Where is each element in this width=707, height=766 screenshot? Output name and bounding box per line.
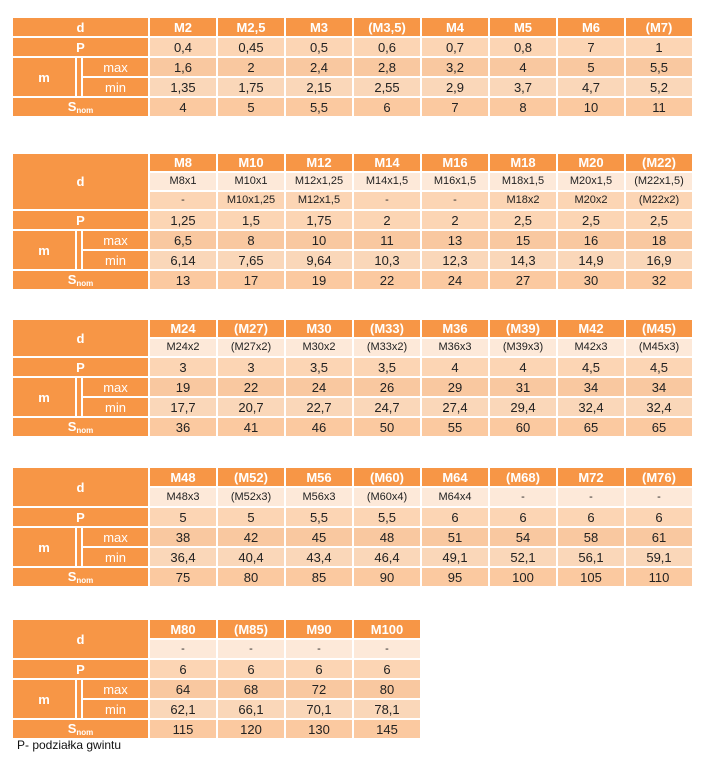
fine-thread-cell: -: [354, 192, 420, 209]
pitch-cell: 2: [422, 211, 488, 229]
s-nom-cell: 24: [422, 271, 488, 289]
s-nom-cell: 4: [150, 98, 216, 116]
s-nom-cell: 46: [286, 418, 352, 436]
thread-size-header: M72: [558, 468, 624, 486]
label-m: m: [13, 378, 75, 416]
pitch-cell: 4,5: [558, 358, 624, 376]
thread-size-header: M64: [422, 468, 488, 486]
pitch-cell: 2,5: [490, 211, 556, 229]
s-nom-cell: 22: [354, 271, 420, 289]
fine-thread-cell: M16x1,5: [422, 173, 488, 190]
m-min-cell: 29,4: [490, 398, 556, 416]
s-nom-cell: 13: [150, 271, 216, 289]
pitch-cell: 3,5: [354, 358, 420, 376]
thread-size-header: M4: [422, 18, 488, 36]
m-max-row: [13, 231, 692, 249]
label-d: d: [13, 468, 148, 506]
thread-table-3: [11, 318, 694, 438]
m-min-cell: 24,7: [354, 398, 420, 416]
m-min-cell: 40,4: [218, 548, 284, 566]
m-min-cell: 6,14: [150, 251, 216, 269]
m-min-cell: 43,4: [286, 548, 352, 566]
fine-thread-cell: -: [626, 488, 692, 506]
m-min-cell: 46,4: [354, 548, 420, 566]
pitch-cell: 6: [150, 660, 216, 678]
s-nom-cell: 75: [150, 568, 216, 586]
m-min-cell: 14,3: [490, 251, 556, 269]
m-min-cell: 20,7: [218, 398, 284, 416]
m-max-cell: 2: [218, 58, 284, 76]
thread-size-header: M10: [218, 154, 284, 171]
thread-size-header: M2: [150, 18, 216, 36]
m-max-cell: 13: [422, 231, 488, 249]
pitch-row: [13, 508, 692, 526]
label-divider: [77, 378, 81, 416]
m-max-cell: 4: [490, 58, 556, 76]
s-nom-cell: 32: [626, 271, 692, 289]
pitch-cell: 6: [558, 508, 624, 526]
thread-size-header: (M85): [218, 620, 284, 638]
label-s: S: [67, 720, 77, 736]
label-max: max: [83, 378, 148, 396]
pitch-cell: 0,7: [422, 38, 488, 56]
fine-thread-cell: (M22x1,5): [626, 173, 692, 190]
thread-size-header: M12: [286, 154, 352, 171]
s-nom-row: [13, 720, 420, 738]
pitch-cell: 2,5: [558, 211, 624, 229]
m-min-cell: 62,1: [150, 700, 216, 718]
s-nom-cell: 130: [286, 720, 352, 738]
fine-thread-cell: M8x1: [150, 173, 216, 190]
s-nom-cell: 105: [558, 568, 624, 586]
label-min: min: [83, 78, 148, 96]
fine-thread-cell: M14x1,5: [354, 173, 420, 190]
m-max-cell: 48: [354, 528, 420, 546]
pitch-cell: 4: [490, 358, 556, 376]
m-max-cell: 72: [286, 680, 352, 698]
pitch-cell: 5: [150, 508, 216, 526]
s-nom-cell: 95: [422, 568, 488, 586]
pitch-cell: 0,6: [354, 38, 420, 56]
m-max-cell: 6,5: [150, 231, 216, 249]
m-min-cell: 32,4: [626, 398, 692, 416]
fine-thread-cell: M20x2: [558, 192, 624, 209]
label-s: S: [67, 418, 77, 434]
m-min-cell: 2,55: [354, 78, 420, 96]
m-min-cell: 14,9: [558, 251, 624, 269]
label-p: P: [13, 211, 148, 229]
pitch-cell: 5,5: [286, 508, 352, 526]
label-d: d: [13, 154, 148, 209]
thread-table-2: [11, 152, 694, 291]
pitch-cell: 1,5: [218, 211, 284, 229]
m-max-cell: 34: [558, 378, 624, 396]
fine-thread-cell: M24x2: [150, 339, 216, 356]
pitch-cell: 2: [354, 211, 420, 229]
m-min-cell: 1,35: [150, 78, 216, 96]
pitch-cell: 5,5: [354, 508, 420, 526]
pitch-row: [13, 660, 420, 678]
fine-thread-cell: M20x1,5: [558, 173, 624, 190]
s-nom-cell: 60: [490, 418, 556, 436]
fine-thread-cell: (M22x2): [626, 192, 692, 209]
fine-thread-cell: (M52x3): [218, 488, 284, 506]
m-max-row: [13, 378, 692, 396]
m-max-cell: 58: [558, 528, 624, 546]
pitch-row: [13, 211, 692, 229]
s-nom-cell: 85: [286, 568, 352, 586]
thread-size-header: M30: [286, 320, 352, 337]
label-divider: [77, 58, 81, 96]
label-divider: [77, 680, 81, 718]
m-min-cell: 56,1: [558, 548, 624, 566]
footnote: P- podziałka gwintu: [17, 738, 122, 752]
m-max-cell: 34: [626, 378, 692, 396]
pitch-cell: 5: [218, 508, 284, 526]
label-s-nom: [13, 418, 148, 436]
m-max-cell: 2,8: [354, 58, 420, 76]
s-nom-cell: 5: [218, 98, 284, 116]
pitch-cell: 6: [218, 660, 284, 678]
s-nom-cell: 17: [218, 271, 284, 289]
pitch-cell: 6: [422, 508, 488, 526]
label-p: P: [13, 660, 148, 678]
m-max-cell: 15: [490, 231, 556, 249]
fine-thread-cell: M42x3: [558, 339, 624, 356]
thread-size-header: M42: [558, 320, 624, 337]
m-max-cell: 54: [490, 528, 556, 546]
m-max-cell: 16: [558, 231, 624, 249]
m-max-row: [13, 58, 692, 76]
label-s: S: [67, 271, 77, 287]
thread-size-header: M36: [422, 320, 488, 337]
m-max-cell: 3,2: [422, 58, 488, 76]
label-divider: [77, 528, 81, 566]
m-min-cell: 22,7: [286, 398, 352, 416]
m-max-cell: 5: [558, 58, 624, 76]
thread-size-header: M90: [286, 620, 352, 638]
s-nom-cell: 19: [286, 271, 352, 289]
fine-thread-cell: M12x1,25: [286, 173, 352, 190]
label-d: d: [13, 620, 148, 658]
pitch-cell: 3: [218, 358, 284, 376]
m-min-cell: 16,9: [626, 251, 692, 269]
thread-size-header: M48: [150, 468, 216, 486]
m-max-cell: 22: [218, 378, 284, 396]
pitch-cell: 6: [286, 660, 352, 678]
pitch-cell: 1,75: [286, 211, 352, 229]
m-min-cell: 9,64: [286, 251, 352, 269]
m-max-cell: 42: [218, 528, 284, 546]
s-nom-row: [13, 418, 692, 436]
size-header-row: [13, 154, 692, 171]
m-max-cell: 19: [150, 378, 216, 396]
m-min-cell: 12,3: [422, 251, 488, 269]
m-max-row: [13, 528, 692, 546]
pitch-cell: 2,5: [626, 211, 692, 229]
s-nom-cell: 80: [218, 568, 284, 586]
m-max-cell: 11: [354, 231, 420, 249]
pitch-cell: 0,8: [490, 38, 556, 56]
fine-thread-cell: -: [422, 192, 488, 209]
fine-thread-cell: M64x4: [422, 488, 488, 506]
m-min-row: [13, 398, 692, 416]
thread-size-header: (M33): [354, 320, 420, 337]
m-min-cell: 1,75: [218, 78, 284, 96]
thread-table-1: [11, 16, 694, 118]
label-min: min: [83, 700, 148, 718]
label-min: min: [83, 398, 148, 416]
label-m: m: [13, 231, 75, 269]
m-max-cell: 1,6: [150, 58, 216, 76]
m-min-cell: 5,2: [626, 78, 692, 96]
label-p: P: [13, 358, 148, 376]
thread-size-header: M14: [354, 154, 420, 171]
m-max-cell: 68: [218, 680, 284, 698]
m-max-cell: 5,5: [626, 58, 692, 76]
m-min-cell: 52,1: [490, 548, 556, 566]
s-nom-cell: 11: [626, 98, 692, 116]
thread-size-header: (M68): [490, 468, 556, 486]
s-nom-cell: 30: [558, 271, 624, 289]
thread-size-header: (M27): [218, 320, 284, 337]
m-max-cell: 18: [626, 231, 692, 249]
s-nom-cell: 36: [150, 418, 216, 436]
fine-thread-cell: (M33x2): [354, 339, 420, 356]
label-min: min: [83, 548, 148, 566]
pitch-cell: 4,5: [626, 358, 692, 376]
m-min-cell: 2,9: [422, 78, 488, 96]
label-max: max: [83, 528, 148, 546]
thread-size-header: (M22): [626, 154, 692, 171]
m-max-cell: 51: [422, 528, 488, 546]
fine-thread-cell: M18x2: [490, 192, 556, 209]
pitch-row: [13, 358, 692, 376]
pitch-row: [13, 38, 692, 56]
fine-thread-cell: M18x1,5: [490, 173, 556, 190]
s-nom-cell: 8: [490, 98, 556, 116]
m-min-cell: 27,4: [422, 398, 488, 416]
thread-size-header: M3: [286, 18, 352, 36]
m-max-cell: 2,4: [286, 58, 352, 76]
thread-size-header: M16: [422, 154, 488, 171]
pitch-cell: 1: [626, 38, 692, 56]
pitch-cell: 3,5: [286, 358, 352, 376]
label-p: P: [13, 38, 148, 56]
m-max-row: [13, 680, 420, 698]
pitch-cell: 6: [490, 508, 556, 526]
pitch-cell: 0,4: [150, 38, 216, 56]
label-s-nom: [13, 720, 148, 738]
s-nom-row: [13, 271, 692, 289]
s-nom-row: [13, 568, 692, 586]
m-max-cell: 38: [150, 528, 216, 546]
label-s-subscript: nom: [76, 105, 94, 115]
m-min-cell: 7,65: [218, 251, 284, 269]
m-min-cell: 32,4: [558, 398, 624, 416]
thread-size-header: (M60): [354, 468, 420, 486]
label-max: max: [83, 231, 148, 249]
label-s-nom: [13, 98, 148, 116]
fine-thread-cell: (M27x2): [218, 339, 284, 356]
fine-thread-cell: M10x1: [218, 173, 284, 190]
label-s: S: [67, 98, 77, 114]
thread-size-header: (M7): [626, 18, 692, 36]
label-s-nom: [13, 568, 148, 586]
s-nom-cell: 90: [354, 568, 420, 586]
thread-size-header: (M39): [490, 320, 556, 337]
label-p: P: [13, 508, 148, 526]
fine-thread-cell: M56x3: [286, 488, 352, 506]
thread-size-header: M80: [150, 620, 216, 638]
fine-thread-cell: (M39x3): [490, 339, 556, 356]
s-nom-cell: 7: [422, 98, 488, 116]
label-s-subscript: nom: [76, 575, 94, 585]
m-min-row: [13, 78, 692, 96]
thread-size-header: M24: [150, 320, 216, 337]
label-min: min: [83, 251, 148, 269]
pitch-cell: 3: [150, 358, 216, 376]
fine-thread-cell: (M45x3): [626, 339, 692, 356]
m-min-cell: 49,1: [422, 548, 488, 566]
s-nom-cell: 100: [490, 568, 556, 586]
pitch-cell: 4: [422, 358, 488, 376]
s-nom-cell: 115: [150, 720, 216, 738]
s-nom-cell: 50: [354, 418, 420, 436]
fine-thread-cell: -: [150, 192, 216, 209]
m-min-cell: 78,1: [354, 700, 420, 718]
s-nom-cell: 10: [558, 98, 624, 116]
s-nom-cell: 5,5: [286, 98, 352, 116]
thread-size-header: M8: [150, 154, 216, 171]
fine-thread-cell: M48x3: [150, 488, 216, 506]
thread-size-header: M2,5: [218, 18, 284, 36]
thread-size-header: M20: [558, 154, 624, 171]
s-nom-cell: 27: [490, 271, 556, 289]
label-m: m: [13, 680, 75, 718]
m-min-cell: 10,3: [354, 251, 420, 269]
fine-thread-cell: -: [490, 488, 556, 506]
s-nom-cell: 41: [218, 418, 284, 436]
s-nom-cell: 120: [218, 720, 284, 738]
size-header-row: [13, 620, 420, 638]
pitch-cell: 0,45: [218, 38, 284, 56]
m-max-cell: 29: [422, 378, 488, 396]
fine-thread-cell: M30x2: [286, 339, 352, 356]
pitch-cell: 7: [558, 38, 624, 56]
label-s: S: [67, 568, 77, 584]
thread-size-header: (M76): [626, 468, 692, 486]
thread-size-header: M100: [354, 620, 420, 638]
size-header-row: [13, 320, 692, 337]
fine-thread-cell: M10x1,25: [218, 192, 284, 209]
thread-size-header: M56: [286, 468, 352, 486]
thread-size-header: (M3,5): [354, 18, 420, 36]
fine-thread-cell: -: [150, 640, 216, 658]
s-nom-cell: 65: [626, 418, 692, 436]
m-min-row: [13, 548, 692, 566]
label-m: m: [13, 528, 75, 566]
label-s-subscript: nom: [76, 727, 94, 737]
s-nom-row: [13, 98, 692, 116]
m-max-cell: 8: [218, 231, 284, 249]
label-divider: [77, 231, 81, 269]
label-d: d: [13, 18, 148, 36]
m-max-cell: 64: [150, 680, 216, 698]
thread-size-header: M5: [490, 18, 556, 36]
fine-thread-cell: (M60x4): [354, 488, 420, 506]
fine-thread-cell: M36x3: [422, 339, 488, 356]
thread-size-header: M18: [490, 154, 556, 171]
pitch-cell: 6: [626, 508, 692, 526]
s-nom-cell: 110: [626, 568, 692, 586]
fine-thread-cell: -: [286, 640, 352, 658]
m-max-cell: 10: [286, 231, 352, 249]
m-min-cell: 17,7: [150, 398, 216, 416]
fine-thread-cell: -: [558, 488, 624, 506]
label-max: max: [83, 680, 148, 698]
m-max-cell: 80: [354, 680, 420, 698]
label-max: max: [83, 58, 148, 76]
s-nom-cell: 55: [422, 418, 488, 436]
pitch-cell: 1,25: [150, 211, 216, 229]
m-min-row: [13, 251, 692, 269]
label-s-subscript: nom: [76, 425, 94, 435]
m-min-cell: 70,1: [286, 700, 352, 718]
m-min-cell: 66,1: [218, 700, 284, 718]
s-nom-cell: 65: [558, 418, 624, 436]
thread-size-header: (M45): [626, 320, 692, 337]
pitch-cell: 0,5: [286, 38, 352, 56]
label-d: d: [13, 320, 148, 356]
m-min-cell: 36,4: [150, 548, 216, 566]
m-max-cell: 24: [286, 378, 352, 396]
thread-size-header: (M52): [218, 468, 284, 486]
size-header-row: [13, 18, 692, 36]
m-min-cell: 3,7: [490, 78, 556, 96]
m-min-cell: 4,7: [558, 78, 624, 96]
m-max-cell: 31: [490, 378, 556, 396]
m-min-cell: 2,15: [286, 78, 352, 96]
size-header-row: [13, 468, 692, 486]
s-nom-cell: 6: [354, 98, 420, 116]
m-min-cell: 59,1: [626, 548, 692, 566]
thread-table-4: [11, 466, 694, 588]
thread-size-header: M6: [558, 18, 624, 36]
m-max-cell: 26: [354, 378, 420, 396]
s-nom-cell: 145: [354, 720, 420, 738]
fine-thread-cell: -: [354, 640, 420, 658]
label-s-subscript: nom: [76, 278, 94, 288]
fine-thread-cell: M12x1,5: [286, 192, 352, 209]
fine-thread-cell: -: [218, 640, 284, 658]
pitch-cell: 6: [354, 660, 420, 678]
label-m: m: [13, 58, 75, 96]
m-max-cell: 45: [286, 528, 352, 546]
thread-table-5: [11, 618, 422, 740]
label-s-nom: [13, 271, 148, 289]
m-max-cell: 61: [626, 528, 692, 546]
